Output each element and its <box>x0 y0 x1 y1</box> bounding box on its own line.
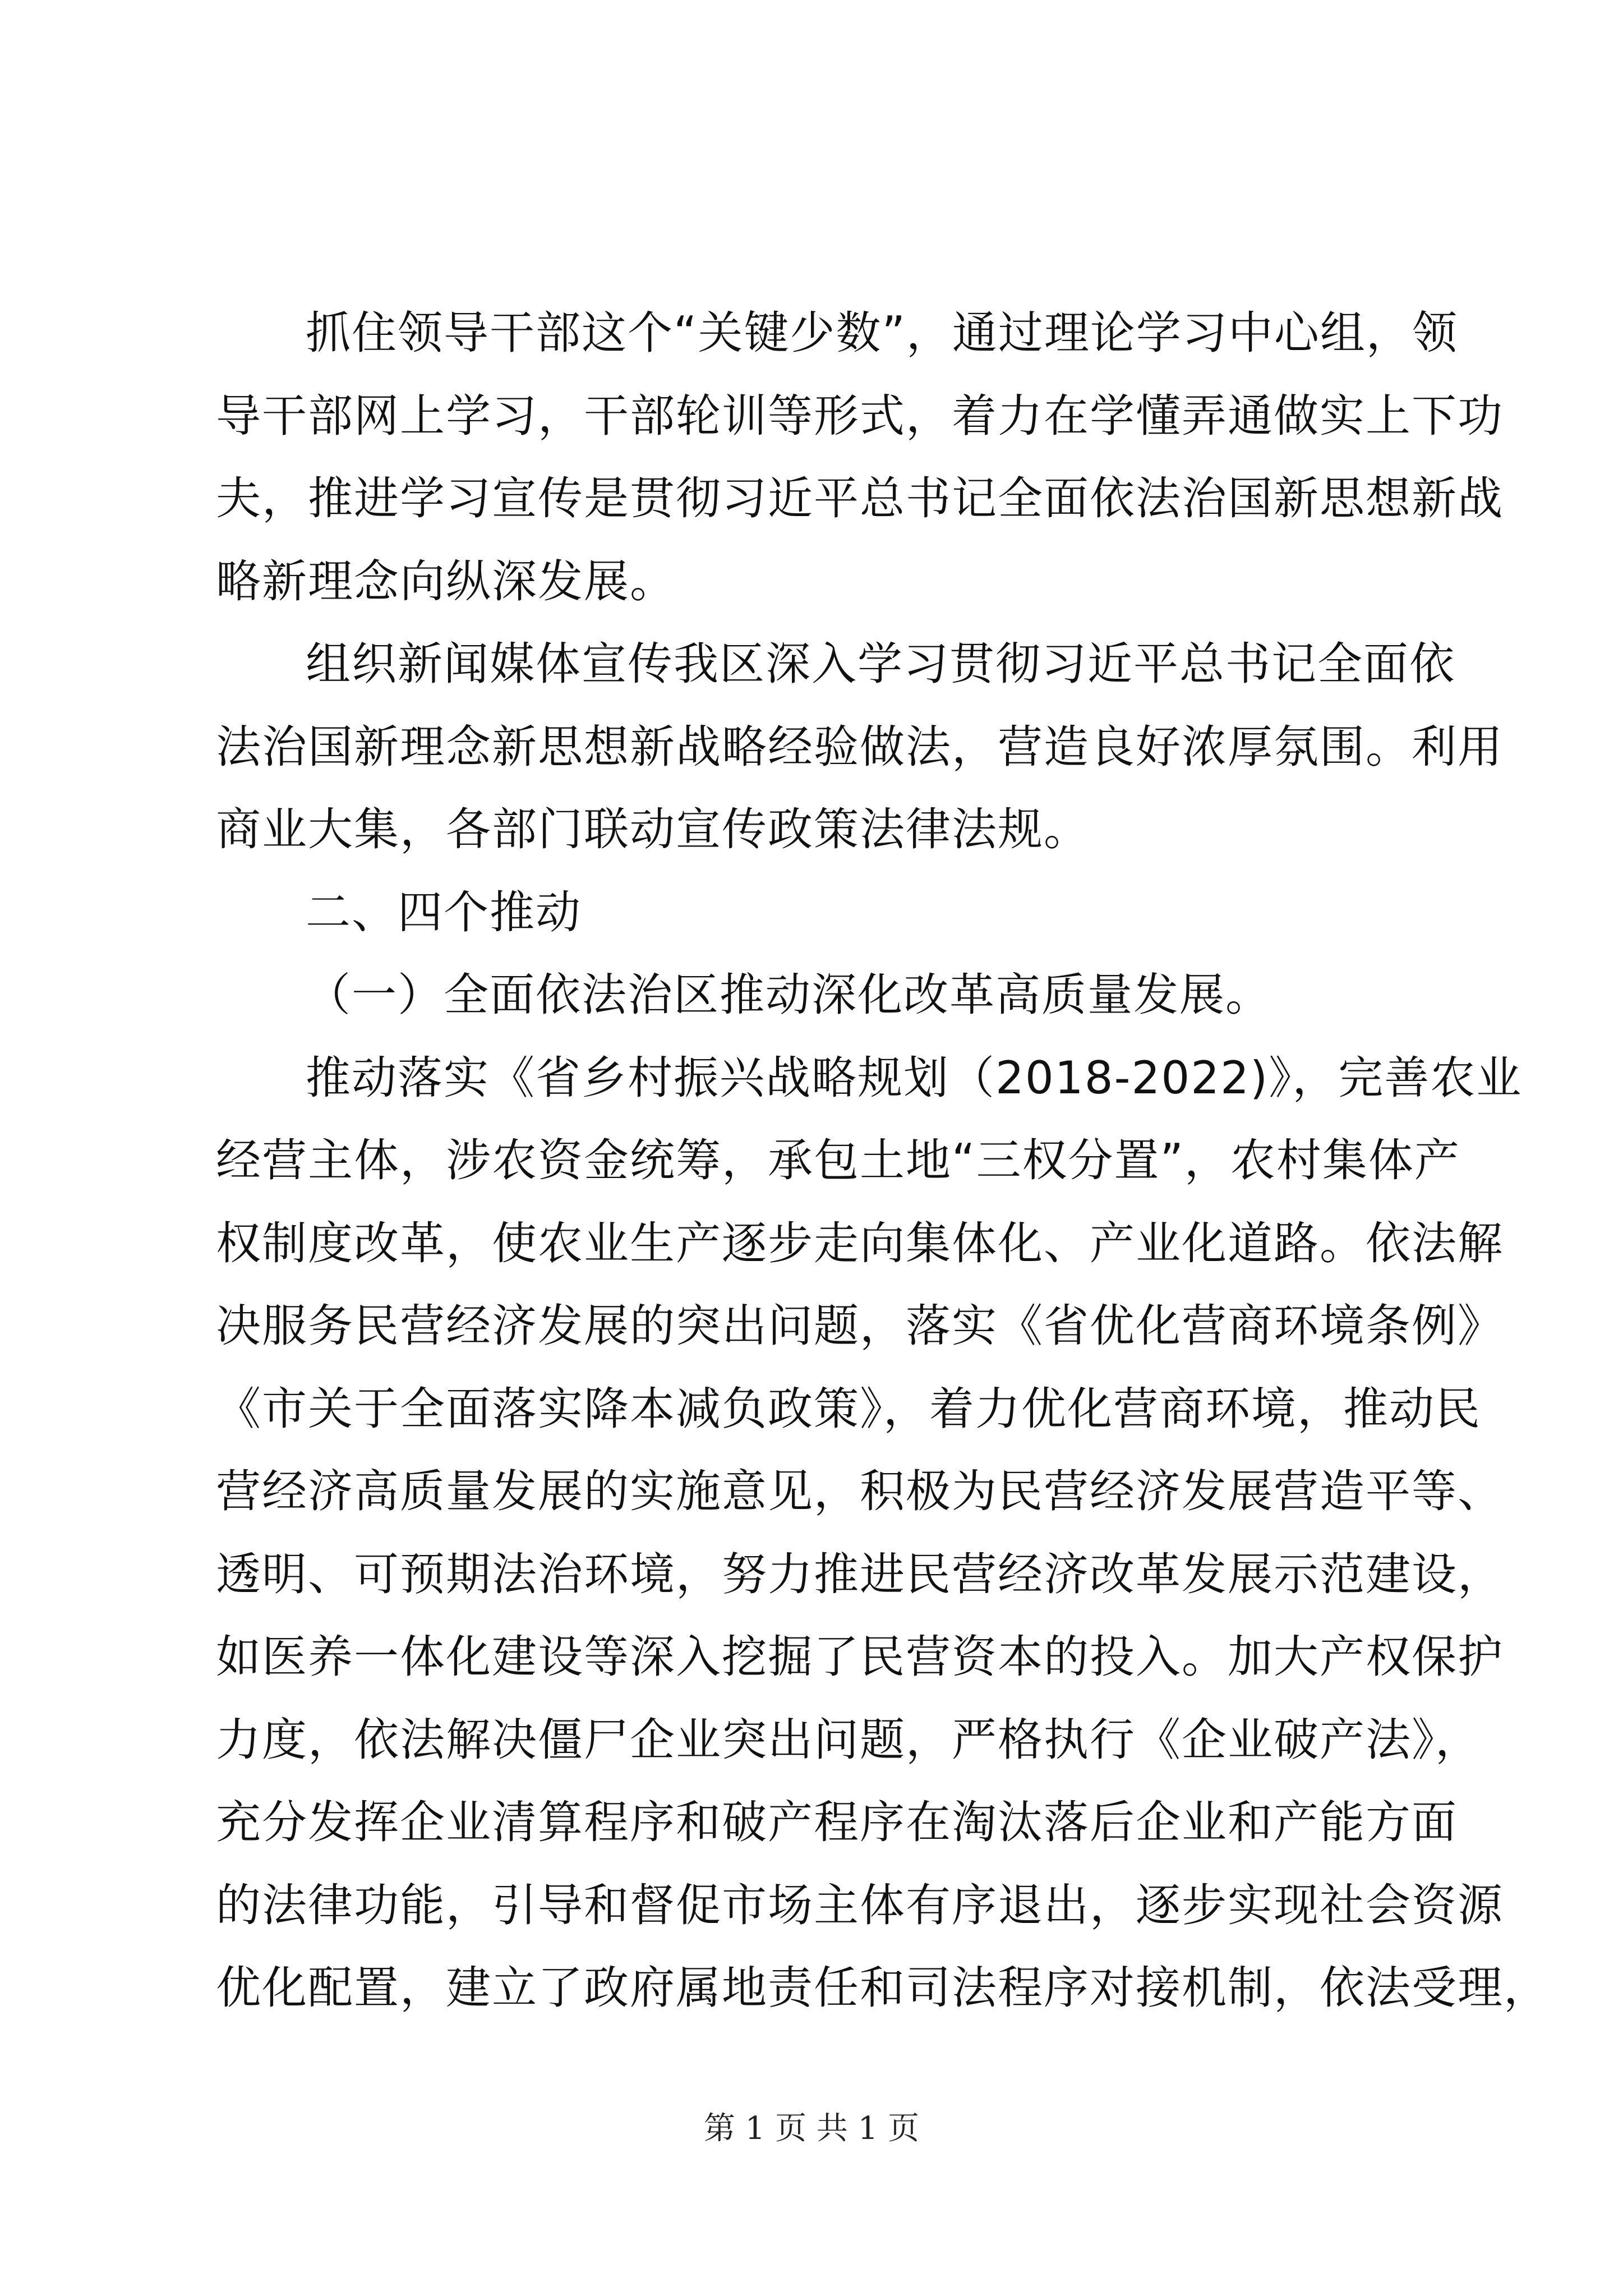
text-line: 营经济高质量发展的实施意见，积极为民营经济发展营造平等、 <box>216 1465 1504 1517</box>
text-line: 权制度改革，使农业生产逐步走向集体化、产业化道路。依法解 <box>216 1217 1504 1269</box>
text-line: 如医养一体化建设等深入挖掘了民营资本的投入。加大产权保护 <box>216 1631 1504 1683</box>
page-number: 第 1 页 共 1 页 <box>703 2110 920 2147</box>
text-line: 抓住领导干部这个“关键少数”，通过理论学习中心组，领 <box>306 307 1458 359</box>
text-line: 《市关于全面落实降本减负政策》，着力优化营商环境，推动民 <box>216 1382 1481 1435</box>
text-line: 推动落实《省乡村振兴战略规划（2018-2022)》，完善农业 <box>306 1051 1523 1104</box>
document-body <box>216 292 1550 2030</box>
text-line: 的法律功能，引导和督促市场主体有序退出，逐步实现社会资源 <box>216 1879 1504 1931</box>
text-line: 决服务民营经济发展的突出问题，落实《省优化营商环境条例》 <box>216 1300 1504 1352</box>
text-line: 法治国新理念新思想新战略经验做法，营造良好浓厚氛围。利用 <box>216 720 1504 773</box>
section-heading: 二、四个推动 <box>306 886 582 938</box>
text-line: 充分发挥企业清算程序和破产程序在淘汰落后企业和产能方面 <box>216 1796 1458 1848</box>
text-line: 夫，推进学习宣传是贯彻习近平总书记全面依法治国新思想新战 <box>216 472 1504 524</box>
subsection-heading: （一）全面依法治区推动深化改革高质量发展。 <box>306 969 1271 1021</box>
text-line: 略新理念向纵深发展。 <box>216 555 676 608</box>
text-line: 导干部网上学习，干部轮训等形式，着力在学懂弄通做实上下功 <box>216 389 1504 442</box>
text-line: 经营主体，涉农资金统筹，承包土地“三权分置”，农村集体产 <box>216 1134 1460 1186</box>
text-line: 优化配置，建立了政府属地责任和司法程序对接机制，依法受理， <box>216 1962 1550 2014</box>
text-line: 商业大集，各部门联动宣传政策法律法规。 <box>216 803 1090 855</box>
text-line: 力度，依法解决僵尸企业突出问题，严格执行《企业破产法》， <box>216 1713 1481 1766</box>
page-footer <box>0 2109 1623 2148</box>
text-line: 组织新闻媒体宣传我区深入学习贯彻习近平总书记全面依 <box>306 638 1455 690</box>
text-line: 透明、可预期法治环境，努力推进民营经济改革发展示范建设， <box>216 1548 1504 1600</box>
